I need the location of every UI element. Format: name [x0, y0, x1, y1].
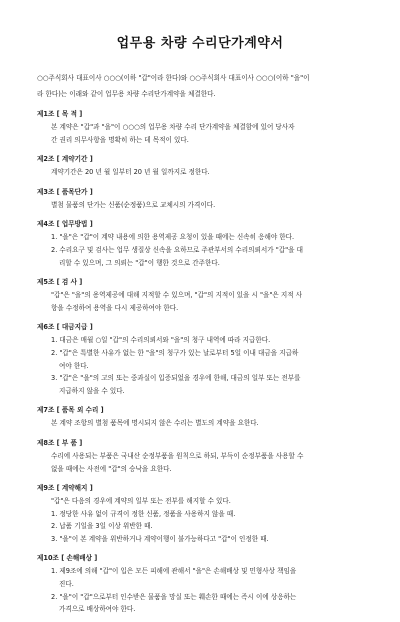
article-item: [37, 591, 377, 616]
article-item-line: 리할 수 있으며, 그 의뢰는 "갑"이 행한 것으로 간주한다.: [59, 258, 220, 267]
article-title: 제7조 [ 품목 외 수리 ]: [37, 406, 104, 415]
article-title: 제10조 [ 손해배상 ]: [37, 554, 98, 563]
article: [37, 107, 377, 146]
article-body: [37, 289, 377, 314]
article-title: 제1조 [ 목 적 ]: [37, 110, 83, 118]
article-title: 제6조 [ 대금지급 ]: [37, 323, 93, 332]
article-body-line: 본 계약 조항의 별첨 품목에 명시되지 않은 수리는 별도의 계약을 요한다.: [51, 419, 259, 428]
article-item: [37, 508, 377, 521]
intro-line: ○○주식회사 대표이사 ○○○(이하 "갑"이라 한다)와 ○○주식회사 대표이사 ○○○(이하 "을"이: [37, 74, 310, 82]
article-item-line: 2. "갑"은 특별한 사유가 없는 한 "을"의 청구가 있는 날로부터 5일 이내 대금을 지급하: [51, 348, 299, 357]
article-title: 제2조 [ 계약기간 ]: [37, 155, 93, 164]
article-title: 제5조 [ 검 사 ]: [37, 278, 83, 287]
article-body-line: "갑"은 "을"의 용역제공에 대해 지적할 수 있으며, "갑"의 지적이 있을 시 "을"은 지적 사: [51, 291, 303, 300]
article-title: 제8조 [ 부 품 ]: [37, 438, 83, 447]
article-item-line: 진다.: [59, 580, 74, 589]
article-item-line: 여야 한다.: [59, 361, 89, 370]
article-body-line: 본 계약은 "갑"과 "을"이 ○○○의 업무용 차량 수리 단가계약을 체결함에 있어 당사자: [51, 123, 295, 131]
article-item: [37, 520, 377, 533]
article-body: [37, 121, 377, 146]
document-title: 업무용 차량 수리단가계약서: [116, 36, 284, 51]
article-body-line: 항을 수정하여 용역을 다시 제공하여야 한다.: [51, 303, 179, 312]
article: [37, 152, 377, 179]
article-body: [37, 199, 377, 212]
article-item: [37, 231, 377, 244]
intro-line: 라 한다)는 이래와 같이 업무용 차량 수리단가계약을 체결한다.: [37, 90, 216, 98]
article: [37, 481, 377, 545]
article-body: [37, 166, 377, 179]
article: [37, 436, 377, 475]
article-item: [37, 565, 377, 590]
article-item: [37, 347, 377, 372]
article-title: 제9조 [ 계약해지 ]: [37, 484, 93, 493]
article-body-line: 없을 때에는 사전에 "갑"의 승낙을 요한다.: [51, 464, 172, 473]
article-body-line: 간 권리 의무사항을 명확히 하는 데 목적이 있다.: [51, 135, 189, 144]
article-item-line: 지급하지 않을 수 있다.: [59, 386, 125, 395]
article-item-line: 2. "을"이 "갑"으로부터 인수받은 물품을 망실 또는 훼손한 때에는 즉시 이에 상응하는: [51, 592, 297, 601]
article-body: [37, 417, 377, 430]
article-item: [37, 334, 377, 347]
article: [37, 403, 377, 430]
article-item: [37, 244, 377, 269]
article-item-line: 2. 납품 기일을 3일 이상 위반한 때.: [51, 522, 153, 531]
article-item-line: 3. "갑"은 "을"의 고의 또는 중과실이 입증되었을 경우에 한해, 대금의 일부 또는 전부를: [51, 374, 301, 383]
article-body-line: 별첨 물품의 단가는 신품(순정품)으로 교체시의 가격이다.: [51, 200, 216, 209]
article: [37, 320, 377, 397]
article-body-line: 수리에 사용되는 부품은 국내산 순정부품을 원칙으로 하되, 부득이 순정부품을 사용할 수: [51, 451, 304, 460]
article-body-line: "갑"은 다음의 경우에 계약의 일부 또는 전부를 해지할 수 있다.: [51, 497, 231, 506]
article-title: 제3조 [ 품목단가 ]: [37, 187, 93, 196]
article-list: [37, 107, 377, 622]
intro-paragraph: [37, 70, 372, 102]
article-body: [37, 495, 377, 508]
article: [37, 551, 377, 615]
article-body: [37, 450, 377, 475]
article-item-line: 가격으로 배상하여야 한다.: [59, 605, 136, 614]
article-item-line: 1. 정당한 사유 없이 규격이 정한 신품, 정품을 사용하지 않을 때.: [51, 509, 236, 518]
article-item-line: 1. 제9조에 의해 "갑"이 입은 모든 피해에 관해서 "을"은 손해배상 및 민형사상 책임을: [51, 567, 297, 576]
article: [37, 185, 377, 212]
article: [37, 217, 377, 269]
article-item-line: 2. 수리요구 및 검사는 업무 생질상 신속을 요하므로 주관부서의 수리의뢰서가 "갑"을 대: [51, 245, 303, 254]
article-body-line: 계약기간은 20 년 월 일부터 20 년 월 일까지로 정한다.: [51, 168, 210, 177]
article: [37, 275, 377, 314]
article-item-line: 1. "을"은 "갑"이 계약 내용에 의한 용역제공 요청이 있을 때에는 신속히 응해야 한다.: [51, 233, 295, 242]
article-title: 제4조 [ 업무방법 ]: [37, 220, 93, 229]
article-item-line: 1. 대금은 매월 ○일 "갑"의 수리의뢰서와 "을"의 청구 내역에 따라 지급한다.: [51, 336, 271, 345]
article-item-line: 3. "을"이 본 계약을 위반하거나 계약이행이 불가능하다고 "갑"이 인정한 때.: [51, 534, 269, 543]
article-item: [37, 372, 377, 397]
